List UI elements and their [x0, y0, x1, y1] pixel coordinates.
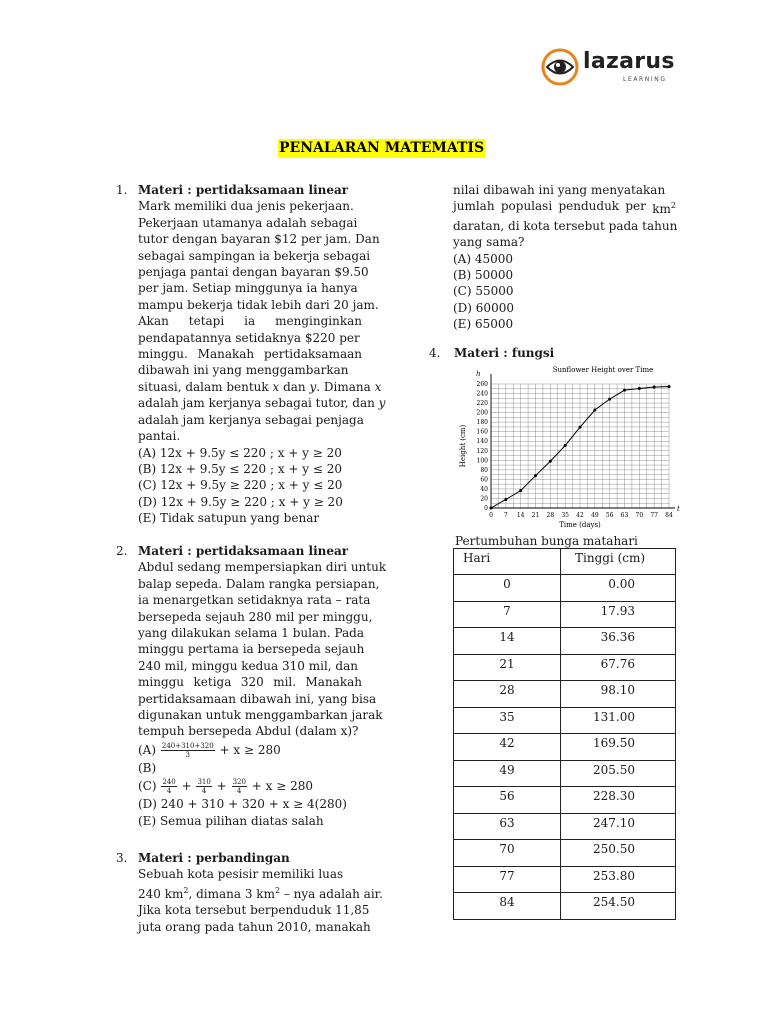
data-point	[608, 398, 611, 401]
x-tick-label: 42	[576, 512, 584, 519]
answer-option-b[interactable]: (B)	[138, 760, 157, 775]
y-tick-label: 180	[476, 419, 488, 427]
answer-option-d[interactable]: (D) 60000	[453, 300, 514, 315]
x-tick-label: 84	[665, 512, 673, 519]
x-axis-label: Time (days)	[559, 521, 601, 529]
growth-table	[453, 548, 676, 920]
height-cell: 247.10	[561, 813, 676, 840]
table-row	[454, 601, 676, 628]
height-cell: 250.50	[561, 840, 676, 867]
answer-options	[138, 445, 362, 527]
question-text: Sebuah kota pesisir memiliki luas 240 $km^2$, dimana 3 $km^2$ – nya adalah air. Jika kota tersebut berpenduduk 11,85 juta orang pada tahun 2010, manakah	[138, 867, 383, 934]
y-tick-label: 20	[480, 495, 488, 503]
data-point	[579, 426, 582, 429]
x-tick-label: 14	[516, 512, 525, 519]
y-tick-label: 160	[476, 428, 488, 436]
data-point	[668, 385, 671, 388]
day-cell: 42	[454, 734, 561, 761]
brand-logo	[541, 44, 691, 94]
answer-option-d[interactable]: (D) 12x + 9.5y ≥ 220 ; x + y ≥ 20	[138, 494, 343, 509]
answer-option-a[interactable]: (A) 12x + 9.5y ≤ 220 ; x + y ≥ 20	[138, 445, 342, 460]
answer-option-e[interactable]: (E) 65000	[453, 317, 514, 332]
x-tick-label: 63	[620, 512, 629, 519]
table-row	[454, 893, 676, 920]
table-row	[454, 707, 676, 734]
day-cell: 21	[454, 654, 561, 681]
table-row	[454, 787, 676, 814]
data-point	[504, 498, 507, 501]
answer-option-c[interactable]: (C) 55000	[453, 284, 514, 299]
day-cell: 28	[454, 681, 561, 708]
table-row	[454, 654, 676, 681]
x-tick-label: 35	[561, 512, 569, 519]
question-1	[116, 182, 386, 527]
y-tick-label: 40	[480, 485, 488, 493]
question-heading: Materi : pertidaksamaan linear	[138, 544, 349, 558]
data-point	[638, 387, 641, 390]
answer-option-b[interactable]: (B) 12x + 9.5y ≤ 220 ; x + y ≤ 20	[138, 461, 343, 476]
day-cell: 77	[454, 866, 561, 893]
question-number: 4.	[429, 346, 441, 360]
x-tick-label: 49	[591, 512, 599, 519]
x-tick-label: 7	[503, 512, 508, 519]
data-point	[593, 408, 596, 411]
question-text: Mark memiliki dua jenis pekerjaan. Pekerjaan utamanya adalah sebagai tutor dengan bayaran $12 per jam. Dan sebagai sampingan ia bekerja sebagai penjaga pantai dengan bayaran $9.50 per jam. Setiap minggunya ia hanya mampu bekerja tidak lebih dari 20 jam. Akan tetapi ia menginginkan pendapatannya setidaknya $220 per minggu. Manakah pertidaksamaan dibawah ini yang menggambarkan situasi, dalam bentuk x dan y. Dimana x adalah jam kerjanya sebagai tutor, dan y adalah jam kerjanya sebagai penjaga pantai.	[138, 199, 386, 444]
table-header-day: Hari	[454, 549, 561, 575]
question-3-continued	[453, 182, 676, 333]
data-point	[623, 389, 626, 392]
answer-option-e[interactable]: (E) Semua pilihan diatas salah	[138, 813, 324, 828]
day-cell: 84	[454, 893, 561, 920]
brand-name: lazarus	[583, 49, 675, 74]
question-number: 3.	[116, 851, 128, 865]
day-cell: 0	[454, 575, 561, 602]
height-cell: 228.30	[561, 787, 676, 814]
data-point	[653, 385, 656, 388]
x-tick-label: 56	[605, 512, 614, 519]
answer-option-c[interactable]: (C) $\frac{240}{4}$ + $\frac{310}{4}$ + $\frac{320}{4}$ + x ≥ 280	[138, 778, 313, 796]
y-tick-label: 240	[476, 390, 488, 398]
question-text: Abdul sedang mempersiapkan diri untuk balap sepeda. Dalam rangka persiapan, ia menargetkan setidaknya rata – rata bersepeda sejauh 280 mil per minggu, yang dilakukan selama 1 bulan. Pada minggu pertama ia bersepeda sejauh 240 mil, minggu kedua 310 mil, dan minggu ketiga 320 mil. Manakah pertidaksamaan dibawah ini, yang bisa digunakan untuk menggambarkan jarak tempuh bersepeda Abdul (dalam x)?	[138, 560, 387, 739]
table-row	[454, 866, 676, 893]
table-row	[454, 575, 676, 602]
data-point	[490, 507, 493, 510]
y-tick-label: 100	[476, 457, 488, 465]
y-tick-label: 140	[476, 438, 488, 446]
y-tick-label: 80	[480, 466, 488, 474]
chart-title: Sunflower Height over Time	[552, 366, 654, 374]
day-cell: 14	[454, 628, 561, 655]
answer-option-d[interactable]: (D) 240 + 310 + 320 + x ≥ 4(280)	[138, 797, 347, 812]
answer-option-c[interactable]: (C) 12x + 9.5y ≥ 220 ; x + y ≤ 20	[138, 478, 343, 493]
question-heading: Materi : fungsi	[454, 346, 555, 360]
data-point	[549, 460, 552, 463]
y-axis-label: Height (cm)	[459, 424, 467, 468]
answer-option-a[interactable]: (A) $\frac{240+310+320}{3}$ + x ≥ 280	[138, 741, 281, 759]
day-cell: 63	[454, 813, 561, 840]
answer-option-e[interactable]: (E) Tidak satupun yang benar	[138, 511, 320, 526]
day-cell: 49	[454, 760, 561, 787]
y-tick-label: 260	[476, 381, 488, 388]
day-cell: 7	[454, 601, 561, 628]
height-cell: 254.50	[561, 893, 676, 920]
data-point	[564, 444, 567, 447]
height-cell: 253.80	[561, 866, 676, 893]
question-2	[116, 543, 387, 829]
y-tick-label: 220	[476, 400, 488, 408]
x-tick-label: 0	[489, 512, 493, 519]
table-header-height: Tinggi (cm)	[561, 549, 676, 575]
x-tick-label: 70	[635, 512, 644, 519]
day-cell: 70	[454, 840, 561, 867]
table-row	[454, 628, 676, 655]
question-number: 1.	[116, 183, 128, 197]
x-axis-letter: t	[677, 505, 680, 513]
height-cell: 205.50	[561, 760, 676, 787]
table-row	[454, 734, 676, 761]
sunflower-chart-svg	[455, 362, 685, 530]
y-tick-label: 200	[476, 409, 488, 417]
sunflower-chart	[455, 362, 685, 530]
day-cell: 35	[454, 707, 561, 734]
table-row	[454, 840, 676, 867]
answer-option-a[interactable]: (A) 45000	[453, 251, 514, 266]
question-number: 2.	[116, 544, 128, 558]
question-heading: Materi : pertidaksamaan linear	[138, 183, 349, 197]
height-cell: 169.50	[561, 734, 676, 761]
table-row	[454, 813, 676, 840]
question-text: nilai dibawah ini yang menyatakan jumlah populasi penduduk per $km^2$ daratan, di kota tersebut pada tahun yang sama?	[453, 183, 678, 250]
data-point	[519, 489, 522, 492]
data-point	[534, 474, 537, 477]
x-tick-label: 77	[650, 512, 658, 519]
height-cell: 17.93	[561, 601, 676, 628]
height-cell: 67.76	[561, 654, 676, 681]
x-tick-label: 28	[546, 512, 555, 519]
y-tick-label: 120	[476, 447, 488, 455]
table-row	[454, 760, 676, 787]
question-heading: Materi : perbandingan	[138, 851, 290, 865]
answer-options	[453, 251, 676, 333]
question-3	[116, 850, 383, 935]
question-4	[429, 345, 676, 361]
y-tick-label: 0	[484, 505, 488, 512]
brand-tagline: LEARNING	[623, 76, 667, 83]
height-cell: 131.00	[561, 707, 676, 734]
lazarus-eye-icon	[541, 48, 579, 86]
y-tick-label: 60	[480, 476, 488, 484]
height-cell: 98.10	[561, 681, 676, 708]
height-cell: 36.36	[561, 628, 676, 655]
answer-option-b[interactable]: (B) 50000	[453, 268, 514, 283]
page-title: PENALARAN MATEMATIS	[279, 140, 485, 156]
table-row	[454, 681, 676, 708]
table-caption: Pertumbuhan bunga matahari	[455, 534, 638, 548]
height-cell: 0.00	[561, 575, 676, 602]
y-axis-letter: h	[476, 370, 481, 378]
x-tick-label: 21	[531, 512, 540, 519]
day-cell: 56	[454, 787, 561, 814]
